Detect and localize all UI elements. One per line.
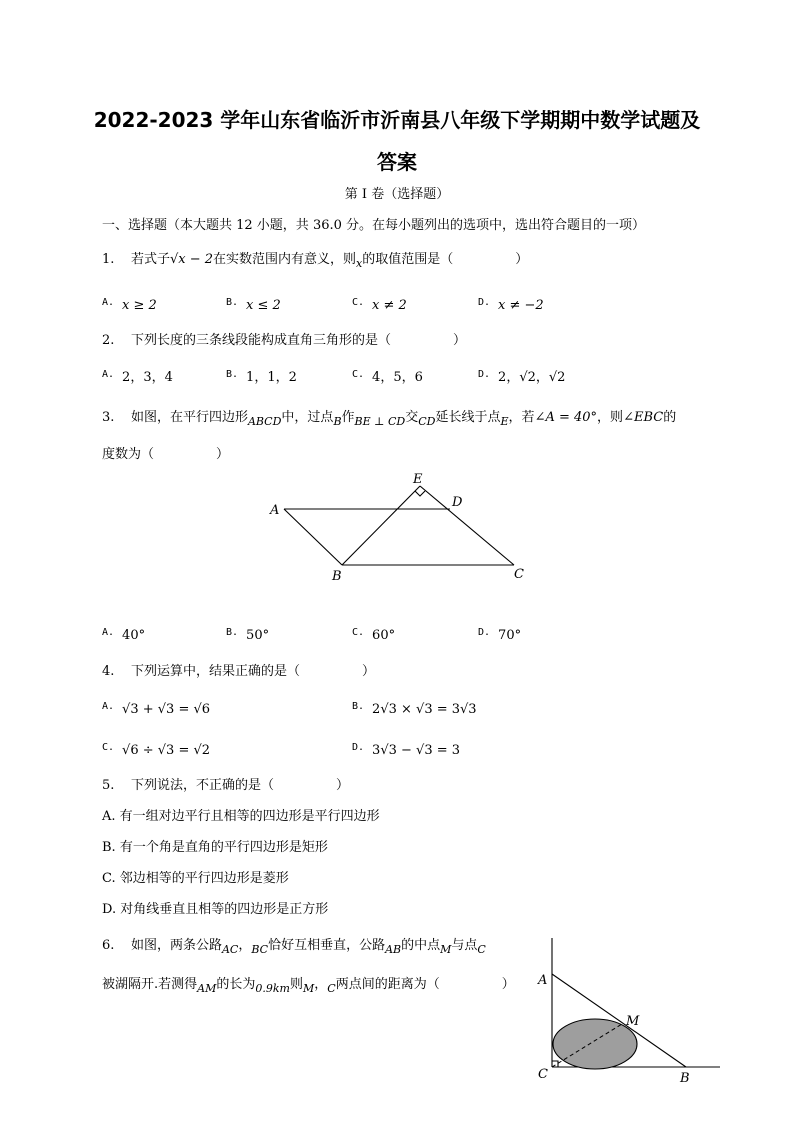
segment-be: [342, 486, 420, 565]
question-number: 3.: [102, 410, 115, 425]
q1-option-a: $^{A.}$ x ≥ 2: [102, 297, 157, 313]
question-1: [102, 252, 528, 268]
volume-heading: 第 I 卷（选择题）: [344, 187, 450, 202]
document-title-line1: 2022-2023 学年山东省临沂市沂南县八年级下学期期中数学试题及: [93, 108, 701, 132]
question-3-line2: 度数为（ ）: [102, 447, 230, 462]
q2-option-d: $^{D.}$ 2，√2，√2: [478, 369, 566, 385]
segment-ab: [284, 509, 342, 565]
label-a: A: [538, 973, 548, 988]
right-angle-mark: [415, 491, 425, 496]
question-number: 1.: [102, 252, 115, 267]
q5-option-c: C. 邻边相等的平行四边形是菱形: [102, 871, 289, 886]
question-number: 2.: [102, 333, 115, 348]
q3-option-a: $^{A.}$ 40°: [102, 627, 146, 643]
q2-option-a: $^{A.}$ 2，3，4: [102, 369, 173, 385]
question-6-line2: 被湖隔开.若测得$_{AM}$的长为$_{0.9km}$则$_M$，$_C$两点间的距离为（ ）: [102, 977, 515, 995]
question-text: 的取值范围是（: [362, 252, 454, 267]
question-2: [102, 333, 466, 349]
document-title-line2: 答案: [377, 150, 417, 174]
label-m: M: [626, 1014, 640, 1029]
question-bracket: ）: [452, 333, 466, 348]
q4-option-b: $^{B.}$ 2√3 × √3 = 3√3: [352, 701, 477, 717]
question-text: 若式子: [130, 252, 170, 267]
label-b: B: [332, 569, 342, 584]
q4-option-d: $^{D.}$ 3√3 − √3 = 3: [352, 742, 461, 758]
q5-option-a: A. 有一组对边平行且相等的四边形是平行四边形: [102, 809, 380, 824]
math-variable: x: [356, 257, 363, 270]
question-number: 5.: [102, 778, 115, 793]
q2-option-b: $^{B.}$ 1，1，2: [226, 369, 297, 385]
parallelogram-figure: [260, 468, 540, 588]
question-4: 4. 下列运算中，结果正确的是（ ）: [102, 664, 375, 679]
label-c: C: [538, 1067, 548, 1082]
q1-option-d: $^{D.}$ x ≠ −2: [478, 297, 544, 313]
q3-option-d: $^{D.}$ 70°: [478, 627, 522, 643]
question-6: 6. 如图，两条公路$_{AC}$，$_{BC}$恰好互相垂直，公路$_{AB}$的中点$_M$与点$_C$: [102, 938, 486, 956]
question-3: 3. 如图，在平行四边形$_{ABCD}$中，过点$_B$作$_{BE \perp CD}$交$_{CD}$延长线于点$_E$，若∠A = 40°，则∠EBC的: [102, 410, 677, 428]
label-e: E: [413, 472, 423, 487]
q2-option-c: $^{C.}$ 4，5，6: [352, 369, 423, 385]
question-5: 5. 下列说法，不正确的是（ ）: [102, 778, 349, 793]
question-number: 4.: [102, 664, 115, 679]
q5-option-d: D. 对角线垂直且相等的四边形是正方形: [102, 902, 329, 917]
label-d: D: [452, 495, 463, 510]
q3-option-b: $^{B.}$ 50°: [226, 627, 270, 643]
q1-option-b: $^{B.}$ x ≤ 2: [226, 297, 281, 313]
question-number: 6.: [102, 938, 115, 953]
question-bracket: ）: [515, 252, 529, 267]
question-text: 在实数范围内有意义，则: [213, 252, 357, 267]
label-c: C: [514, 567, 524, 582]
q3-option-c: $^{C.}$ 60°: [352, 627, 396, 643]
label-b: B: [680, 1071, 690, 1086]
q4-option-c: $^{C.}$ √6 ÷ √3 = √2: [102, 742, 211, 758]
label-a: A: [270, 503, 280, 518]
question-text: 下列长度的三条线段能构成直角三角形的是（: [130, 333, 391, 348]
math-expression: √x − 2: [169, 252, 213, 267]
q1-option-c: $^{C.}$ x ≠ 2: [352, 297, 407, 313]
lake-figure: [530, 930, 730, 1090]
q5-option-b: B. 有一个角是直角的平行四边形是矩形: [102, 840, 328, 855]
q4-option-a: $^{A.}$ √3 + √3 = √6: [102, 701, 211, 717]
lake: [553, 1019, 637, 1069]
segment-ce: [420, 486, 514, 565]
section-heading: 一、选择题（本大题共 12 小题，共 36.0 分。在每小题列出的选项中，选出符合题目的一项）: [102, 218, 646, 233]
